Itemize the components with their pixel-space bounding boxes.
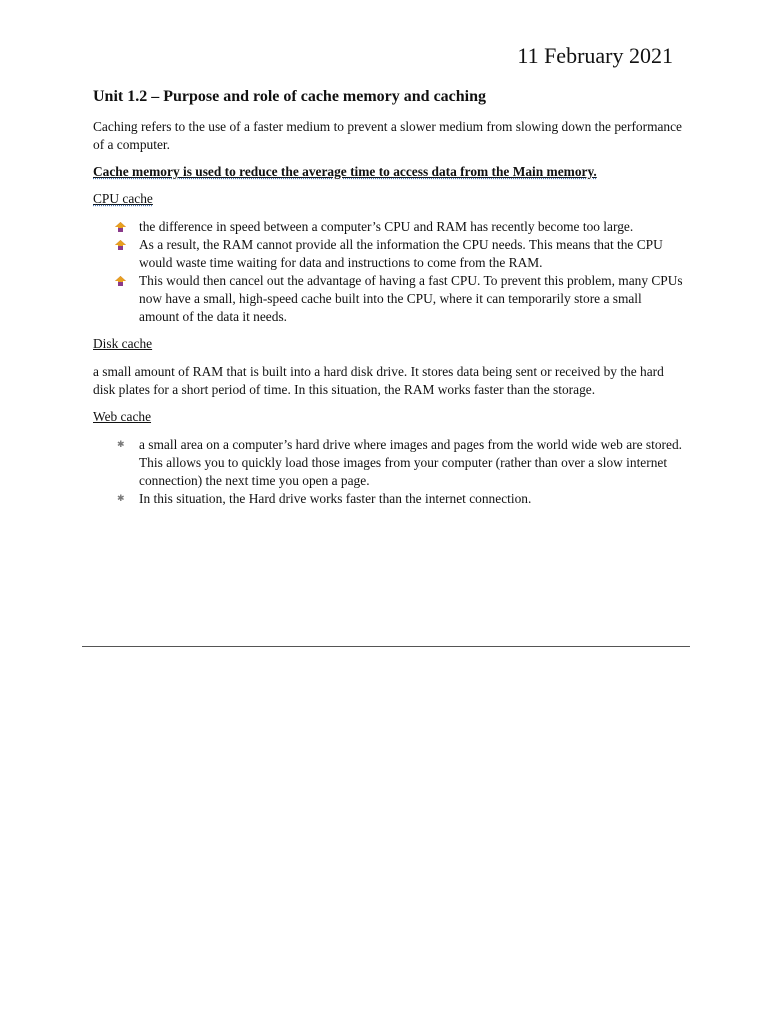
arrow-bullet-icon — [115, 222, 126, 232]
cpu-cache-heading: CPU cache — [93, 191, 153, 206]
web-cache-item-text: a small area on a computer’s hard drive where images and pages from the world wide web are stored. This allows you to quickly load those images from your computer (rather than over a slow internet connection) the next time you open a page. — [139, 437, 682, 488]
web-cache-item-text: In this situation, the Hard drive works faster than the internet connection. — [139, 491, 532, 506]
list-item — [139, 272, 683, 326]
disk-cache-paragraph: a small amount of RAM that is built into a hard disk drive. It stores data being sent or received by the hard disk plates for a short period of time. In this situation, the RAM works faster than the storage. — [93, 364, 664, 397]
cpu-cache-item-text: the difference in speed between a computer’s CPU and RAM has recently become too large. — [139, 219, 634, 234]
document-date: 11 February 2021 — [517, 43, 673, 68]
horizontal-rule — [82, 646, 690, 647]
list-item — [139, 236, 683, 272]
arrow-bullet-icon — [115, 276, 126, 286]
star-bullet-icon: ✱ — [117, 440, 125, 450]
intro-paragraph: Caching refers to the use of a faster medium to prevent a slower medium from slowing down the performance of a computer. — [93, 119, 683, 152]
cpu-cache-list — [93, 218, 683, 326]
page-title: Unit 1.2 – Purpose and role of cache memory and caching — [93, 88, 487, 105]
web-cache-heading: Web cache — [93, 409, 152, 424]
document-body — [93, 86, 683, 517]
list-item — [117, 490, 683, 508]
cpu-cache-item-text: This would then cancel out the advantage of having a fast CPU. To prevent this problem, many CPUs now have a small, high-speed cache built into the CPU, where it can temporarily store a small amount of the data it needs. — [139, 273, 683, 324]
star-bullet-icon: ✱ — [117, 494, 125, 504]
list-item — [139, 218, 683, 236]
web-cache-list — [93, 436, 683, 508]
disk-cache-heading: Disk cache — [93, 336, 153, 351]
list-item — [117, 436, 683, 490]
key-statement: Cache memory is used to reduce the average time to access data from the Main memory. — [93, 164, 597, 179]
arrow-bullet-icon — [115, 240, 126, 250]
cpu-cache-item-text: As a result, the RAM cannot provide all the information the CPU needs. This means that the CPU would waste time waiting for data and instructions to come from the RAM. — [139, 237, 663, 270]
